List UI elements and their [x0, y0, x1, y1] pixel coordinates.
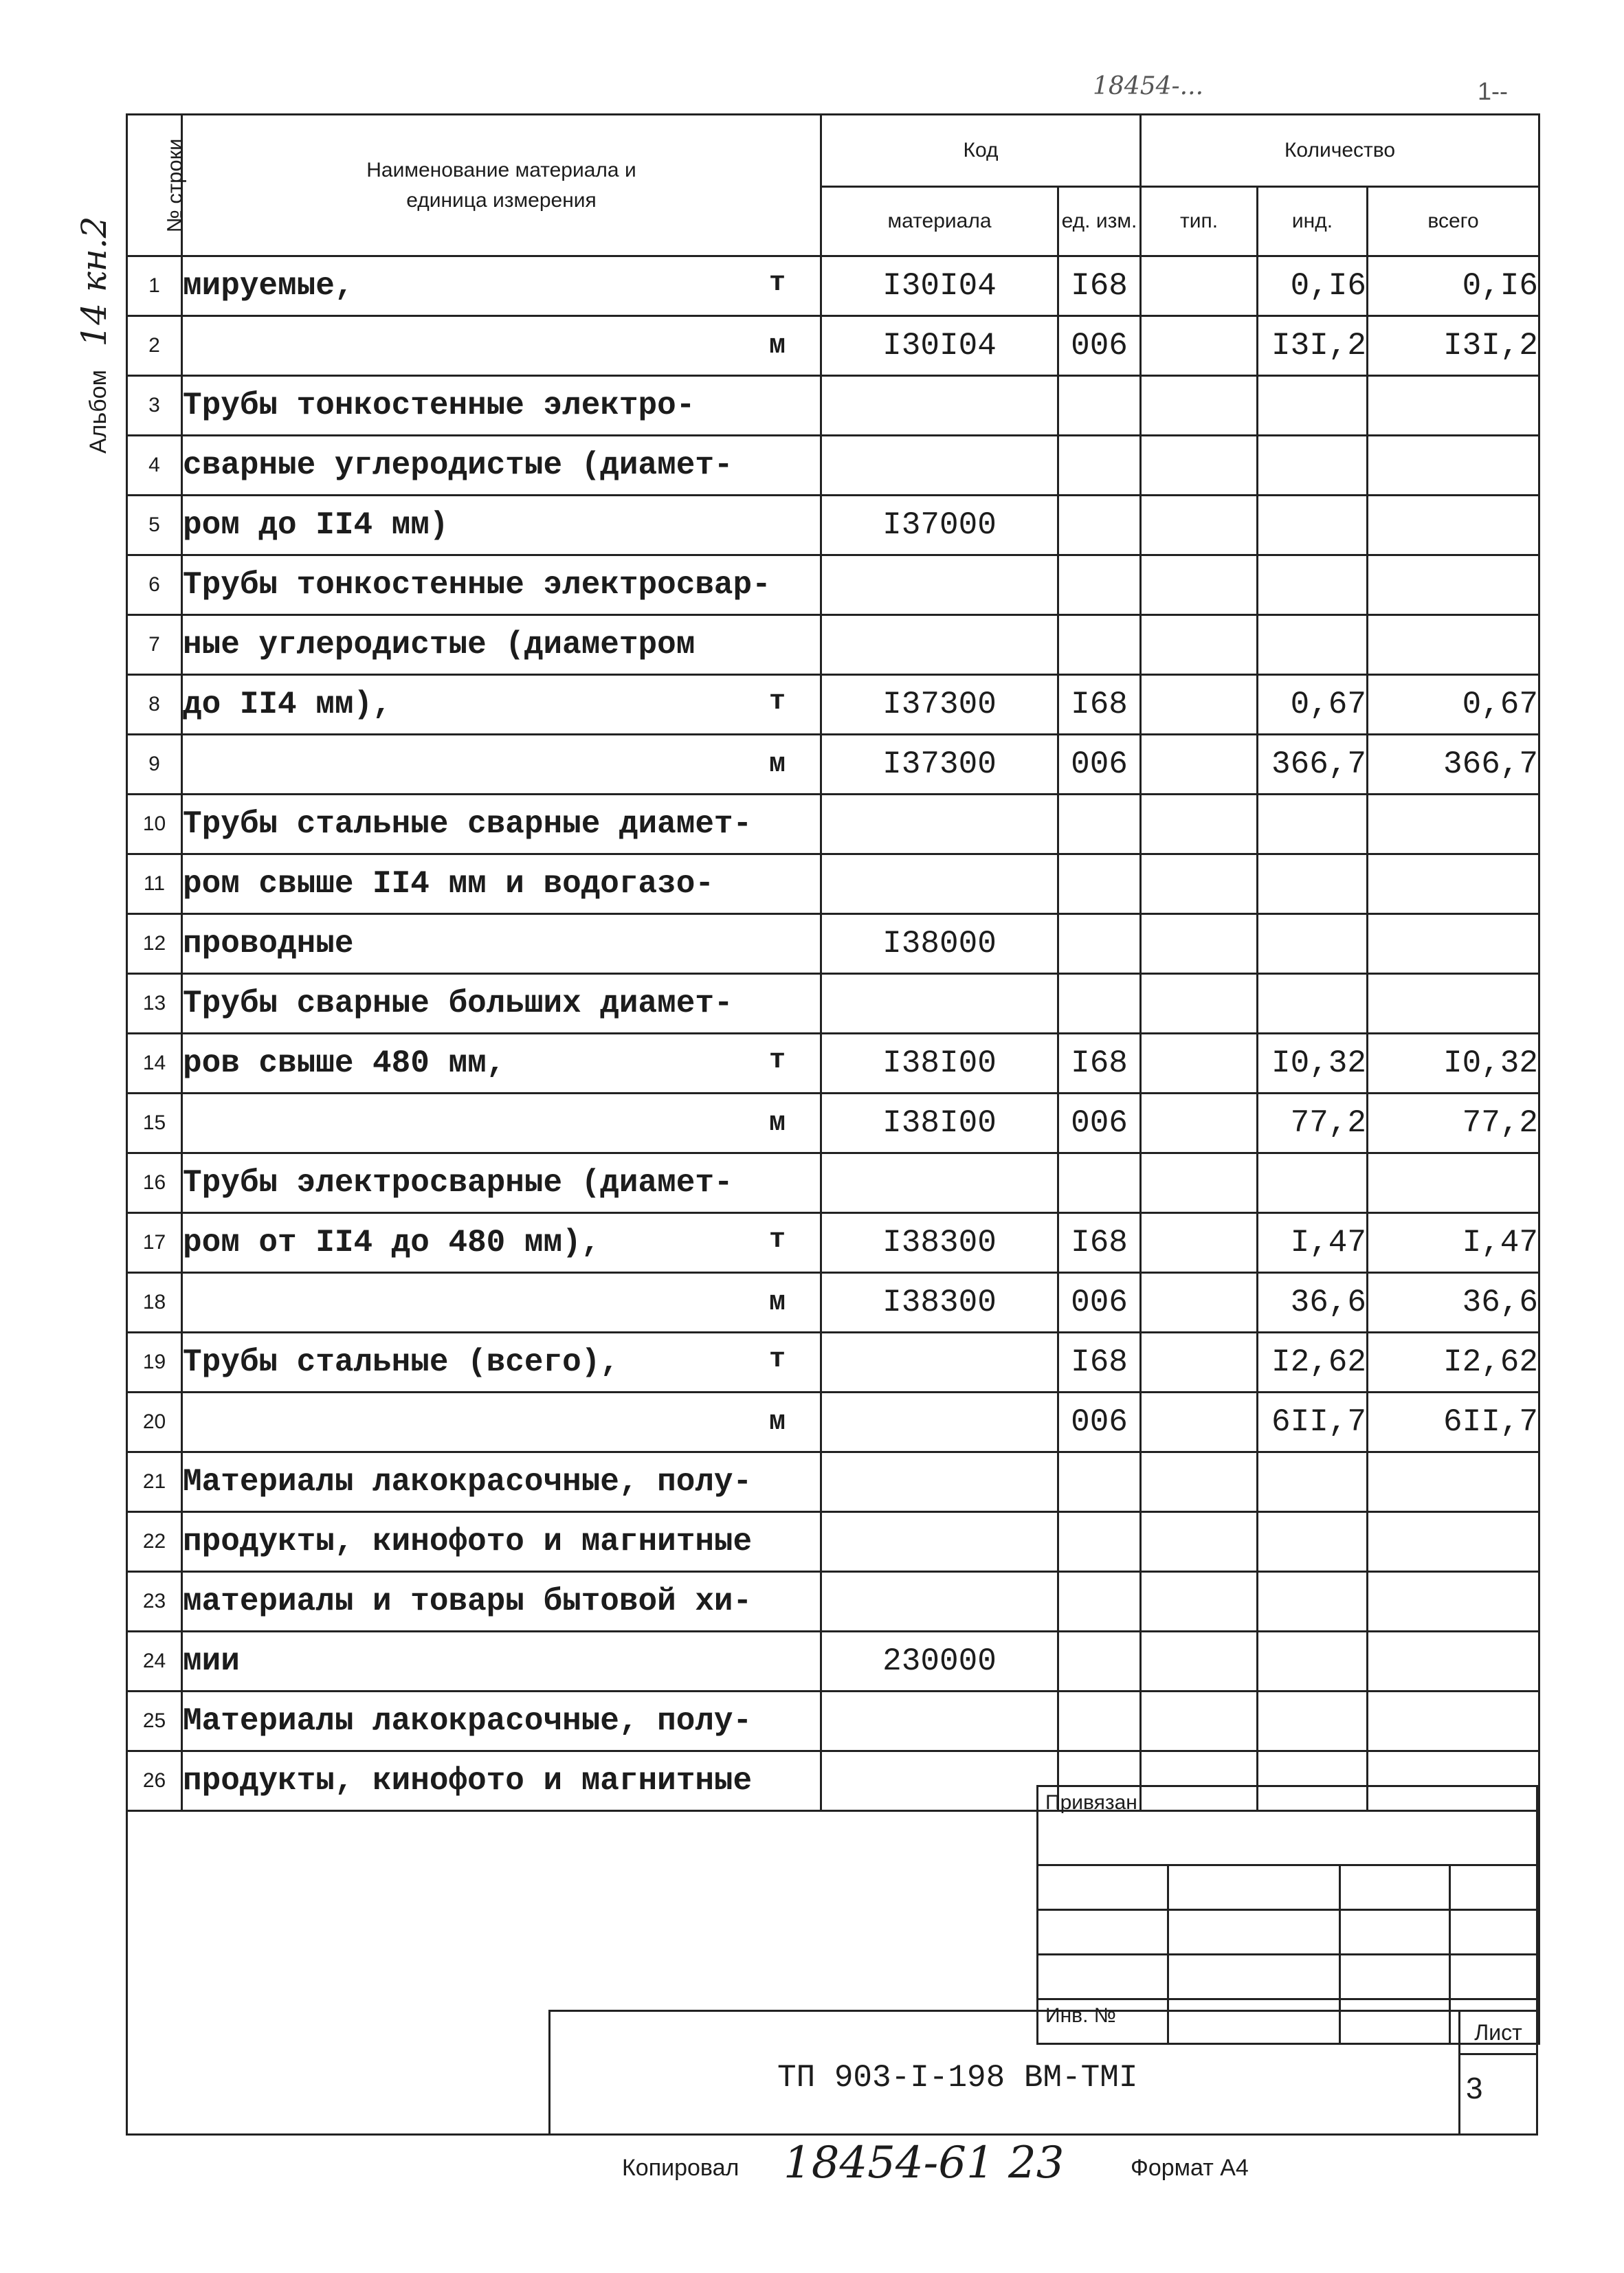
qty-total — [1368, 436, 1539, 496]
qty-ind: 0,67 — [1258, 675, 1368, 735]
unit-letter: т — [768, 1344, 786, 1375]
material-name: ров свыше 480 мм, — [183, 1045, 506, 1081]
unit-letter: т — [768, 1225, 786, 1256]
material-name-cell — [182, 1333, 821, 1393]
qty-typ — [1141, 675, 1258, 735]
qty-typ — [1141, 1213, 1258, 1273]
material-name-cell — [182, 436, 821, 496]
qty-total — [1368, 1512, 1539, 1572]
material-code — [821, 1333, 1058, 1393]
bound-label: Привязан — [1038, 1786, 1539, 1865]
row-number: 14 — [127, 1034, 182, 1094]
header-code-unit: ед. изм. — [1058, 187, 1141, 256]
table-row — [127, 256, 1539, 316]
title-block — [548, 2010, 1538, 2136]
unit-letter: м — [768, 1107, 786, 1139]
material-code — [821, 615, 1058, 675]
qty-typ — [1141, 1034, 1258, 1094]
header-material-name: Наименование материала и единица измерения — [182, 115, 821, 256]
table-row — [127, 1153, 1539, 1213]
material-name: ром от II4 до 480 мм), — [183, 1225, 601, 1261]
qty-total: 77,2 — [1368, 1094, 1539, 1153]
qty-total — [1368, 795, 1539, 854]
material-name-cell — [182, 615, 821, 675]
material-name-cell — [182, 496, 821, 555]
row-number: 7 — [127, 615, 182, 675]
unit-code — [1058, 496, 1141, 555]
qty-total — [1368, 615, 1539, 675]
qty-total — [1368, 914, 1539, 974]
unit-code: 006 — [1058, 316, 1141, 376]
qty-ind — [1258, 854, 1368, 914]
row-number: 23 — [127, 1572, 182, 1632]
qty-total: I3I,2 — [1368, 316, 1539, 376]
qty-typ — [1141, 914, 1258, 974]
qty-ind: 36,6 — [1258, 1273, 1368, 1333]
material-name: Трубы электросварные (диамет- — [183, 1165, 733, 1201]
unit-code: 006 — [1058, 735, 1141, 795]
qty-ind: 0,I6 — [1258, 256, 1368, 316]
table-row — [127, 1393, 1539, 1452]
unit-code: 006 — [1058, 1094, 1141, 1153]
material-name-cell — [182, 1632, 821, 1692]
material-name-cell — [182, 1572, 821, 1632]
table-row — [127, 496, 1539, 555]
qty-total — [1368, 376, 1539, 436]
material-name: мии — [183, 1643, 240, 1679]
row-number: 5 — [127, 496, 182, 555]
side-label-text: Альбом — [85, 370, 111, 454]
table-row — [127, 675, 1539, 735]
table-row — [127, 555, 1539, 615]
material-name: сварные углеродистые (диамет- — [183, 447, 733, 483]
material-name-cell — [182, 1094, 821, 1153]
qty-typ — [1141, 376, 1258, 436]
material-name-cell — [182, 1393, 821, 1452]
row-number: 9 — [127, 735, 182, 795]
qty-typ — [1141, 316, 1258, 376]
unit-code: I68 — [1058, 1213, 1141, 1273]
qty-typ — [1141, 436, 1258, 496]
unit-code: I68 — [1058, 675, 1141, 735]
row-number: 26 — [127, 1751, 182, 1811]
unit-code — [1058, 1572, 1141, 1632]
table-row — [127, 1034, 1539, 1094]
inventory-label: Инв. № — [1038, 1999, 1168, 2044]
qty-total — [1368, 1572, 1539, 1632]
qty-typ — [1141, 1572, 1258, 1632]
row-number: 10 — [127, 795, 182, 854]
copied-handwritten: 18454-61 23 — [783, 2138, 1065, 2188]
table-row — [127, 735, 1539, 795]
table-row — [127, 795, 1539, 854]
qty-typ — [1141, 1153, 1258, 1213]
row-number: 3 — [127, 376, 182, 436]
row-number: 20 — [127, 1393, 182, 1452]
material-code: I38300 — [821, 1213, 1058, 1273]
material-code — [821, 1512, 1058, 1572]
table-row — [127, 436, 1539, 496]
qty-typ — [1141, 256, 1258, 316]
row-number: 12 — [127, 914, 182, 974]
unit-code — [1058, 974, 1141, 1034]
qty-ind: 366,7 — [1258, 735, 1368, 795]
qty-typ — [1141, 1512, 1258, 1572]
unit-code — [1058, 914, 1141, 974]
material-code: 230000 — [821, 1632, 1058, 1692]
table-row — [127, 1572, 1539, 1632]
qty-total: 36,6 — [1368, 1273, 1539, 1333]
material-name-cell — [182, 1452, 821, 1512]
material-code: I30I04 — [821, 316, 1058, 376]
material-name: продукты, кинофото и магнитные — [183, 1524, 753, 1560]
qty-ind: 77,2 — [1258, 1094, 1368, 1153]
unit-code — [1058, 795, 1141, 854]
material-code — [821, 376, 1058, 436]
qty-total — [1368, 555, 1539, 615]
material-name-cell — [182, 1213, 821, 1273]
material-name-cell — [182, 256, 821, 316]
qty-total: 0,I6 — [1368, 256, 1539, 316]
material-code — [821, 436, 1058, 496]
material-code: I38I00 — [821, 1094, 1058, 1153]
qty-typ — [1141, 1094, 1258, 1153]
qty-ind — [1258, 1572, 1368, 1632]
materials-table — [126, 113, 1540, 1812]
qty-total: 6II,7 — [1368, 1393, 1539, 1452]
qty-ind — [1258, 436, 1368, 496]
unit-code: I68 — [1058, 1333, 1141, 1393]
unit-code: I68 — [1058, 1034, 1141, 1094]
unit-code: 006 — [1058, 1273, 1141, 1333]
row-number: 16 — [127, 1153, 182, 1213]
material-name-cell — [182, 675, 821, 735]
qty-total — [1368, 1632, 1539, 1692]
material-name: продукты, кинофото и магнитные — [183, 1763, 753, 1799]
material-name: Трубы стальные сварные диамет- — [183, 806, 753, 842]
header-quantity-group: Количество — [1141, 115, 1539, 187]
row-number: 8 — [127, 675, 182, 735]
row-number: 17 — [127, 1213, 182, 1273]
row-number: 4 — [127, 436, 182, 496]
row-number: 21 — [127, 1452, 182, 1512]
qty-total: I0,32 — [1368, 1034, 1539, 1094]
material-name: проводные — [183, 926, 354, 962]
sheet-number: 3 — [1466, 2072, 1483, 2105]
unit-code: I68 — [1058, 256, 1141, 316]
material-code — [821, 974, 1058, 1034]
qty-ind — [1258, 914, 1368, 974]
qty-typ — [1141, 1393, 1258, 1452]
unit-letter: т — [768, 268, 786, 299]
qty-ind: 6II,7 — [1258, 1393, 1368, 1452]
qty-typ — [1141, 496, 1258, 555]
qty-total — [1368, 1153, 1539, 1213]
unit-code — [1058, 1153, 1141, 1213]
table-row — [127, 974, 1539, 1034]
qty-typ — [1141, 1692, 1258, 1751]
material-name: ные углеродистые (диаметром — [183, 627, 696, 663]
material-code: I37300 — [821, 735, 1058, 795]
material-name-cell — [182, 914, 821, 974]
material-name-cell — [182, 1273, 821, 1333]
unit-code — [1058, 1632, 1141, 1692]
material-name-cell — [182, 376, 821, 436]
material-code: I37000 — [821, 496, 1058, 555]
format-label: Формат А4 — [1131, 2155, 1249, 2181]
material-name: Трубы стальные (всего), — [183, 1344, 619, 1380]
row-number: 22 — [127, 1512, 182, 1572]
unit-letter: м — [768, 1287, 786, 1318]
qty-typ — [1141, 1273, 1258, 1333]
material-name-cell — [182, 854, 821, 914]
material-name: Материалы лакокрасочные, полу- — [183, 1464, 753, 1500]
material-code — [821, 1572, 1058, 1632]
material-name-cell — [182, 316, 821, 376]
material-code — [821, 795, 1058, 854]
header-qty-ind: инд. — [1258, 187, 1368, 256]
qty-total: 366,7 — [1368, 735, 1539, 795]
document-designation: ТП 903-I-198 ВМ-ТМI — [777, 2060, 1138, 2096]
unit-code — [1058, 436, 1141, 496]
qty-total: 0,67 — [1368, 675, 1539, 735]
qty-typ — [1141, 974, 1258, 1034]
table-row — [127, 1692, 1539, 1751]
qty-ind — [1258, 1692, 1368, 1751]
material-code: I30I04 — [821, 256, 1058, 316]
table-row — [127, 316, 1539, 376]
qty-ind — [1258, 1153, 1368, 1213]
top-right-mark: 1-- — [1478, 77, 1508, 105]
unit-code — [1058, 1512, 1141, 1572]
material-code — [821, 1692, 1058, 1751]
unit-code — [1058, 854, 1141, 914]
table-row — [127, 615, 1539, 675]
material-name-cell — [182, 1034, 821, 1094]
row-number: 18 — [127, 1273, 182, 1333]
qty-ind: I0,32 — [1258, 1034, 1368, 1094]
row-number: 19 — [127, 1333, 182, 1393]
table-row — [127, 1632, 1539, 1692]
qty-ind: I2,62 — [1258, 1333, 1368, 1393]
material-code — [821, 854, 1058, 914]
side-handwritten-text: 14 кн.2 — [74, 216, 114, 347]
header-row-number: № строки — [127, 115, 182, 256]
material-name: Трубы сварные больших диамет- — [183, 986, 733, 1021]
material-code: I38000 — [821, 914, 1058, 974]
unit-letter: м — [768, 749, 786, 780]
qty-total: I2,62 — [1368, 1333, 1539, 1393]
material-name: до II4 мм), — [183, 687, 392, 722]
material-code: I38300 — [821, 1273, 1058, 1333]
material-name: ром до II4 мм) — [183, 507, 449, 543]
material-code — [821, 1153, 1058, 1213]
table-row — [127, 854, 1539, 914]
table-row — [127, 376, 1539, 436]
qty-typ — [1141, 615, 1258, 675]
row-number: 25 — [127, 1692, 182, 1751]
row-number: 1 — [127, 256, 182, 316]
qty-ind: I,47 — [1258, 1213, 1368, 1273]
material-name: ром свыше II4 мм и водогазо- — [183, 866, 714, 902]
qty-total: I,47 — [1368, 1213, 1539, 1273]
sheet-box — [1458, 2012, 1536, 2136]
qty-ind — [1258, 615, 1368, 675]
header-code-group: Код — [821, 115, 1141, 187]
header-qty-total: всего — [1368, 187, 1539, 256]
table-row — [127, 1512, 1539, 1572]
material-name-cell — [182, 1153, 821, 1213]
unit-code — [1058, 376, 1141, 436]
qty-ind — [1258, 555, 1368, 615]
qty-ind — [1258, 1512, 1368, 1572]
header-code-material: материала — [821, 187, 1058, 256]
unit-letter: м — [768, 330, 786, 362]
material-name: Трубы тонкостенные электросвар- — [183, 567, 771, 603]
qty-total — [1368, 1452, 1539, 1512]
unit-letter: т — [768, 1045, 786, 1076]
qty-typ — [1141, 1333, 1258, 1393]
qty-ind — [1258, 795, 1368, 854]
row-number: 15 — [127, 1094, 182, 1153]
unit-code — [1058, 555, 1141, 615]
qty-total — [1368, 974, 1539, 1034]
material-code — [821, 1393, 1058, 1452]
material-code — [821, 555, 1058, 615]
material-name: Трубы тонкостенные электро- — [183, 388, 696, 423]
unit-letter: м — [768, 1406, 786, 1438]
qty-total — [1368, 496, 1539, 555]
qty-total — [1368, 1692, 1539, 1751]
side-album-label — [74, 217, 114, 454]
table-row — [127, 1273, 1539, 1333]
qty-ind — [1258, 1452, 1368, 1512]
qty-total — [1368, 854, 1539, 914]
unit-letter: т — [768, 687, 786, 718]
row-number: 11 — [127, 854, 182, 914]
table-row — [127, 1333, 1539, 1393]
material-name-cell — [182, 1512, 821, 1572]
qty-typ — [1141, 735, 1258, 795]
row-number: 24 — [127, 1632, 182, 1692]
row-number: 13 — [127, 974, 182, 1034]
qty-ind — [1258, 376, 1368, 436]
unit-code — [1058, 615, 1141, 675]
qty-ind — [1258, 1632, 1368, 1692]
copied-by-label: Копировал — [622, 2155, 739, 2181]
row-number: 6 — [127, 555, 182, 615]
qty-typ — [1141, 795, 1258, 854]
material-name: Материалы лакокрасочные, полу- — [183, 1703, 753, 1739]
header-qty-typ: тип. — [1141, 187, 1258, 256]
unit-code: 006 — [1058, 1393, 1141, 1452]
qty-typ — [1141, 555, 1258, 615]
material-code — [821, 1452, 1058, 1512]
unit-code — [1058, 1692, 1141, 1751]
qty-typ — [1141, 854, 1258, 914]
sheet-label: Лист — [1460, 2012, 1536, 2055]
table-row — [127, 1452, 1539, 1512]
material-name-cell — [182, 1692, 821, 1751]
material-name-cell — [182, 555, 821, 615]
material-name-cell — [182, 735, 821, 795]
qty-ind — [1258, 974, 1368, 1034]
top-handwritten-note: 18454-... — [1093, 72, 1204, 100]
material-name-cell — [182, 795, 821, 854]
binding-stamp — [1036, 1785, 1540, 2045]
qty-ind: I3I,2 — [1258, 316, 1368, 376]
qty-typ — [1141, 1632, 1258, 1692]
qty-typ — [1141, 1452, 1258, 1512]
material-code: I38I00 — [821, 1034, 1058, 1094]
qty-ind — [1258, 496, 1368, 555]
table-row — [127, 1213, 1539, 1273]
material-name: материалы и товары бытовой хи- — [183, 1584, 753, 1619]
row-number: 2 — [127, 316, 182, 376]
table-row — [127, 1094, 1539, 1153]
material-name-cell — [182, 974, 821, 1034]
material-code: I37300 — [821, 675, 1058, 735]
material-name: мируемые, — [183, 268, 354, 304]
unit-code — [1058, 1452, 1141, 1512]
table-row — [127, 914, 1539, 974]
